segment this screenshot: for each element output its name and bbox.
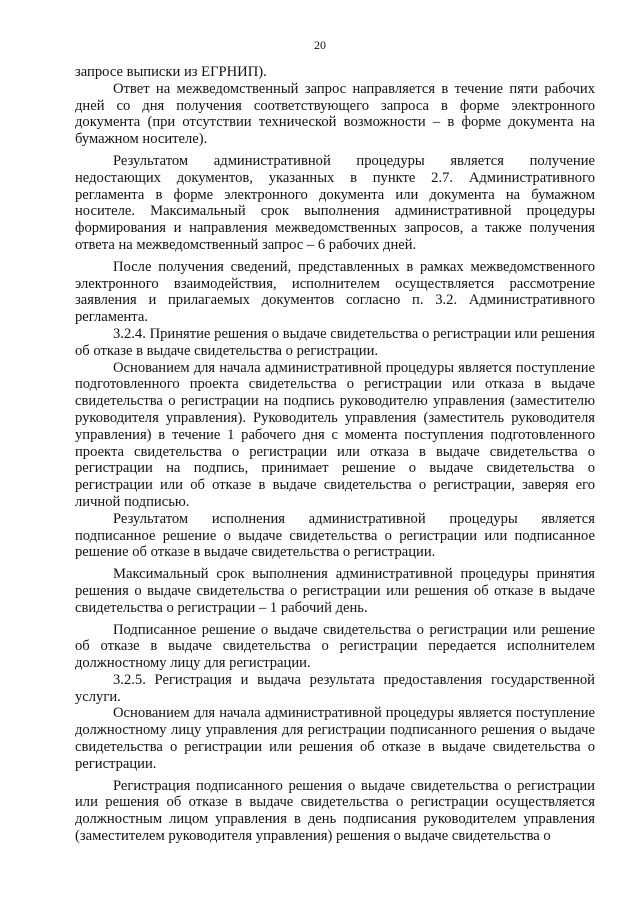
paragraph-result-3-2-4: Результатом исполнения административной процедуры является подписанное решение о выдаче свидетельства о регистрации или подписанное решение об отказе в выдаче свидетельства о регистрации. xyxy=(75,510,595,561)
page-number: 20 xyxy=(314,38,326,52)
paragraph-basis-3-2-5: Основанием для начала административной процедуры является поступление должностному лицу управления для регистрации подписанного решения о выдаче свидетельства о регистрации или решения об отказе в выдаче свидетельства о регистрации. xyxy=(75,705,595,772)
section-heading-3-2-5: 3.2.5. Регистрация и выдача результата предоставления государственной услуги. xyxy=(75,671,595,705)
paragraph-after-receipt: После получения сведений, представленных в рамках межведомственного электронного взаимодействия, исполнителем осуществляется рассмотрение заявления и прилагаемых документов согласно п. 3.2. Административного регламента. xyxy=(75,258,595,326)
paragraph-response-deadline: Ответ на межведомственный запрос направляется в течение пяти рабочих дней со дня получения соответствующего запроса в форме электронного документа (при отсутствии технической возможности – в форме документа на бумажном носителе). xyxy=(75,80,595,148)
paragraph-basis-3-2-4: Основанием для начала административной процедуры является поступление подготовленного проекта свидетельства о регистрации или отказа в выдаче свидетельства о регистрации на подпись руководителю управления (заместителю руководителя управления). Руководитель управления (заместитель руководителя управления) в течение 1 рабочего дня с момента поступления подготовленного проекта свидетельства о регистрации или отказа в выдаче свидетельства о регистрации на подпись, принимает решение о выдаче свидетельства о регистрации или об отказе в выдаче свидетельства о регистрации, заверяя его личной подписью. xyxy=(75,359,595,510)
paragraph-signed-decision: Подписанное решение о выдаче свидетельства о регистрации или решение об отказе в выдаче свидетельства о регистрации передается исполнителем должностному лицу для регистрации. xyxy=(75,621,595,672)
section-heading-3-2-4: 3.2.4. Принятие решения о выдаче свидетельства о регистрации или решения об отказе в выдаче свидетельства о регистрации. xyxy=(75,325,595,359)
document-body xyxy=(75,64,595,845)
paragraph-max-term: Максимальный срок выполнения административной процедуры принятия решения о выдаче свидетельства о регистрации или решения об отказе в выдаче свидетельства о регистрации – 1 рабочий день. xyxy=(75,566,595,616)
paragraph-registration: Регистрация подписанного решения о выдаче свидетельства о регистрации или решения об отказе в выдаче свидетельства о регистрации осуществляется должностным лицом управления в день подписания руководителем управления (заместителем руководителя управления) решения о выдаче свидетельства о xyxy=(75,777,595,845)
paragraph-continuation: запросе выписки из ЕГРНИП). xyxy=(75,64,267,80)
paragraph-procedure-result: Результатом административной процедуры является получение недостающих документов, указанных в пункте 2.7. Административного регламента в форме электронного документа или документа на бумажном носителе. Максимальный срок выполнения административной процедуры формирования и направления межведомственных запросов, а также получения ответа на межведомственный запрос – 6 рабочих дней. xyxy=(75,152,595,253)
